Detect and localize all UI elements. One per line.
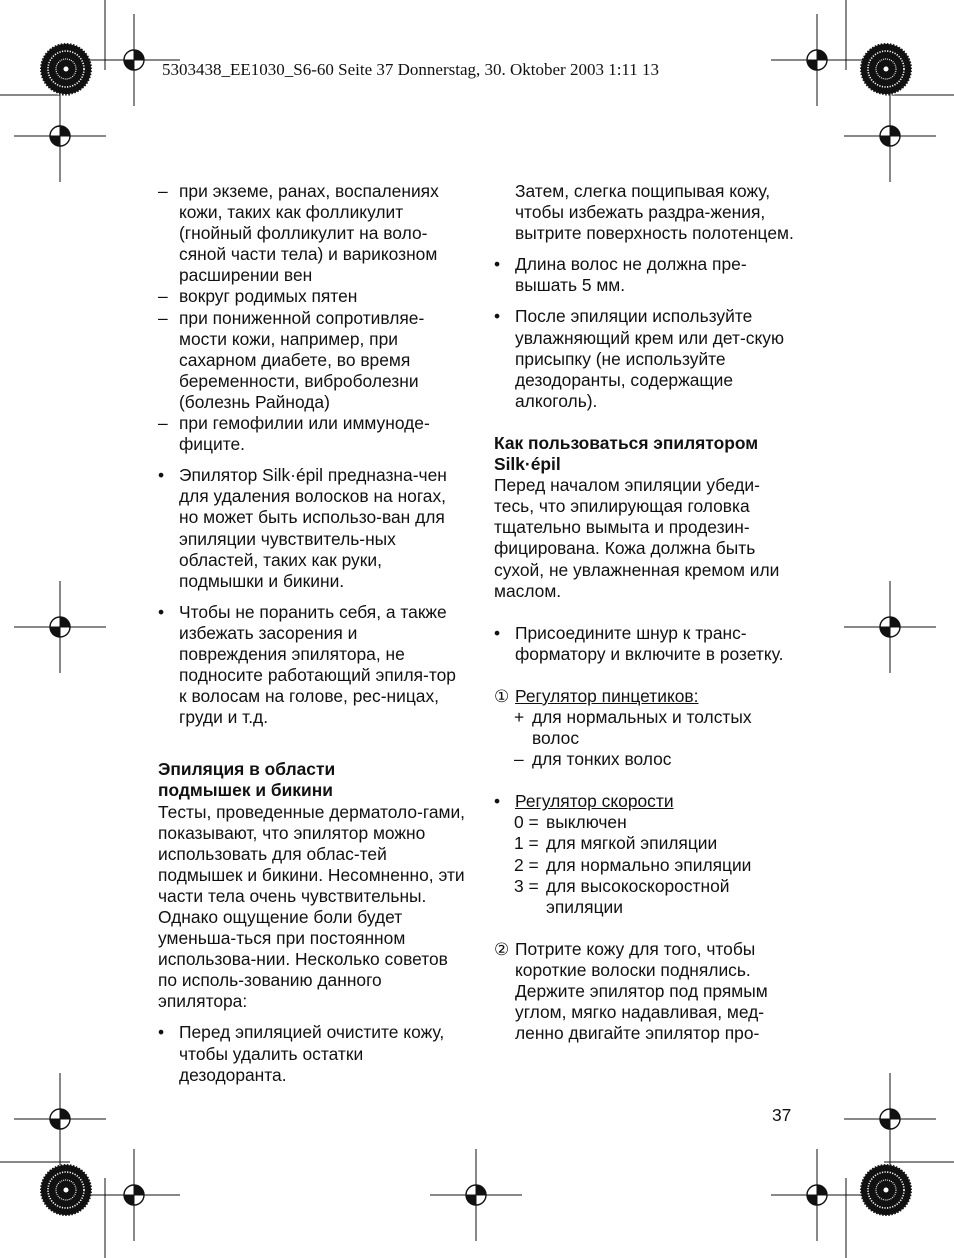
bullet-marker: • [494, 791, 501, 812]
list-item: – при пониженной сопротивляе-мости кожи, например, при сахарном диабете, во время беременности, виброболезни (болезнь Райнода) [158, 307, 425, 412]
step-2: ② Потрите кожу для того, чтобы короткие волоски поднялись. Держите эпилятор под прямым углом, мягко надавливая, мед-ленно двигайте эпилятор про- [494, 938, 768, 1044]
list-item: – вокруг родимых пятен [158, 286, 358, 307]
step-1-marker: ① [494, 686, 510, 706]
plus-marker: + [514, 706, 525, 727]
section-heading-line-2: подмышек и бикини [158, 780, 333, 801]
right-column [494, 181, 799, 1044]
bullet-item [494, 791, 799, 812]
section-heading-line-2: Silk·épil [494, 454, 561, 475]
continuation-text: Затем, слегка пощипывая кожу, чтобы избежать раздра-жения, вытрите поверхность полотенцем. [515, 181, 794, 244]
page-number: 37 [772, 1105, 792, 1125]
bullet-marker: • [158, 465, 165, 486]
bullet-marker: • [494, 622, 501, 643]
speed-setting-marker: 0 = [514, 812, 539, 833]
list-item: 0 = выключен [514, 812, 627, 833]
section-heading-line-1: Эпиляция в области [158, 759, 336, 780]
bullet-item: • Присоедините шнур к транс-форматору и включите в розетку. [494, 622, 784, 664]
list-item: 3 = для высокоскоростной эпиляции [514, 875, 730, 917]
speed-setting-marker: 3 = [514, 875, 539, 896]
section-heading-line-1: Как пользоваться эпилятором [494, 432, 759, 453]
dash-marker: – [158, 181, 168, 201]
bullet-marker: • [494, 254, 501, 275]
dash-marker: – [158, 307, 168, 328]
step-1-label: Регулятор пинцетиков: [515, 685, 699, 706]
speed-setting-marker: 1 = [514, 833, 539, 854]
section-intro: Перед началом эпиляции убеди-тесь, что эпилирующая головка тщательно вымыта и продезин-фицирована. Кожа должна быть сухой, не увлажненная кремом или маслом. [494, 475, 780, 601]
speed-label: Регулятор скорости [515, 791, 674, 812]
bullet-item: • Эпилятор Silk·épil предназна-чен для удаления волосков на ногах, но может быть использо-ван для эпиляции чувствитель-ных областей, таких как руки, подмышки и бикини. [158, 465, 447, 591]
list-item: – при экземе, ранах, воспалениях кожи, таких как фолликулит (гнойный фолликулит на воло-сяной части тела) и варикозном расширении вен [158, 181, 439, 286]
bullet-marker: • [158, 1022, 165, 1043]
bullet-item: • Перед эпиляцией очистите кожу, чтобы удалить остатки дезодоранта. [158, 1022, 445, 1085]
bullet-marker: • [158, 601, 165, 622]
list-item: – для тонких волос [514, 749, 672, 770]
left-column [158, 181, 468, 1086]
print-header: 5303438_EE1030_S6-60 Seite 37 Donnerstag, 30. Oktober 2003 1:11 13 [162, 60, 660, 79]
bullet-item: • Длина волос не должна пре-вышать 5 мм. [494, 254, 747, 296]
bullet-marker: • [494, 306, 501, 327]
list-item: – при гемофилии или иммуноде-фиците. [158, 413, 430, 455]
list-item: 2 = для нормально эпиляции [514, 854, 752, 875]
list-item: + для нормальных и толстых волос [514, 706, 752, 749]
dash-marker: – [158, 286, 168, 307]
step-1 [494, 686, 799, 707]
dash-marker: – [158, 413, 168, 434]
step-2-marker: ② [494, 939, 510, 959]
bullet-item: • Чтобы не поранить себя, а также избежать засорения и повреждения эпилятора, не подносите работающий эпиля-тор к волосам на голове, рес-ницах, груди и т.д. [158, 601, 456, 728]
speed-setting-marker: 2 = [514, 854, 539, 875]
bullet-item: • После эпиляции используйте увлажняющий крем или дет-скую присыпку (не используйте дезодоранты, содержащие алкоголь). [494, 306, 785, 411]
minus-marker: – [514, 749, 524, 770]
section-body: Тесты, проведенные дерматоло-гами, показывают, что эпилятор можно использовать для облас-тей подмышек и бикини. Несомненно, эти части тела очень чувствительны. Однако ощущение боли будет уменьша-ться при постоянном использова-нии. Несколько советов по исполь-зованию данного эпилятора: [158, 801, 466, 1012]
list-item: 1 = для мягкой эпиляции [514, 833, 718, 854]
